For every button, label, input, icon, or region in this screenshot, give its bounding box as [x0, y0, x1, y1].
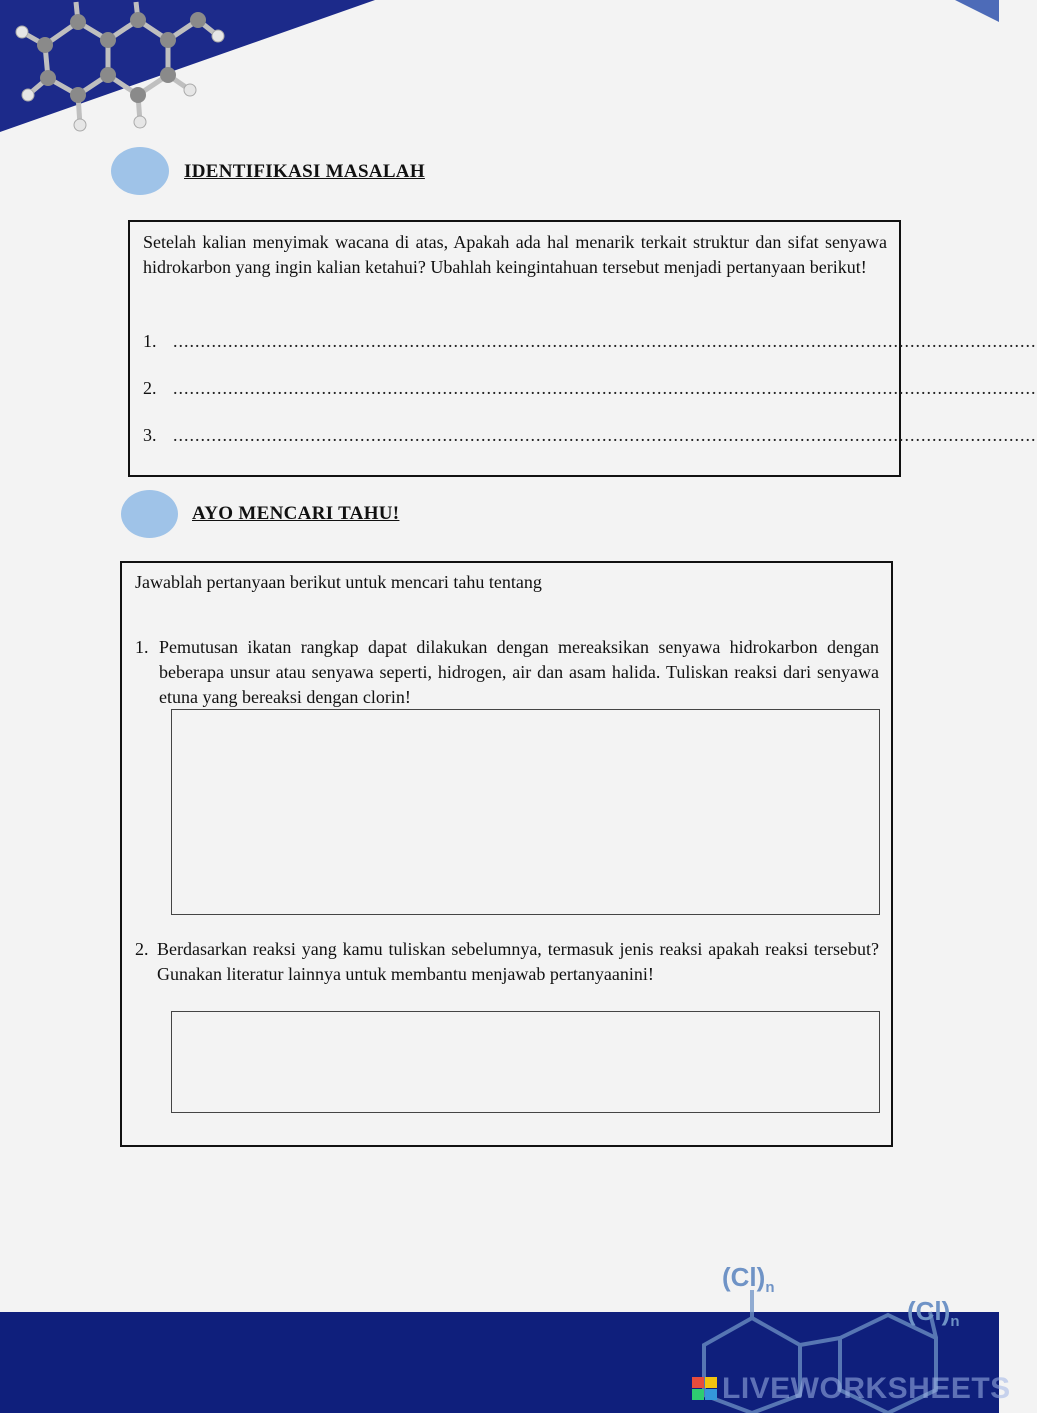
identifikasi-box: [128, 220, 1037, 477]
question-number: 2.: [143, 378, 157, 398]
answer-box-1[interactable]: [171, 709, 880, 915]
liveworksheets-watermark: LIVEWORKSHEETS: [722, 1372, 1011, 1405]
task-text: Pemutusan ikatan rangkap dapat dilakukan dengan mereaksikan senyawa hidrokarbon dengan beberapa unsur atau senyawa seperti, hidrogen, air dan asam halida. Tuliskan reaksi dari senyawa etuna yang bereaksi dengan clorin!: [159, 637, 879, 707]
question-number: 3.: [143, 425, 157, 445]
corner-band-shape: [955, 0, 999, 22]
answer-box-2[interactable]: [171, 1011, 880, 1113]
header-band-shape: [0, 0, 375, 132]
identifikasi-intro: Setelah kalian menyimak wacana di atas, Apakah ada hal menarik terkait struktur dan sifat senyawa hidrokarbon yang ingin kalian ketahui? Ubahlah keingintahuan tersebut menjadi pertanyaan berikut!: [143, 232, 887, 277]
section-bullet-circle: [121, 490, 178, 538]
section-heading-ayo-mencari-tahu: AYO MENCARI TAHU!: [192, 503, 400, 524]
section-bullet-circle: [111, 147, 169, 195]
chloride-formula-1: $(Cl)_n$: [722, 1262, 775, 1297]
task-text-1: [159, 635, 879, 710]
question-line-3[interactable]: [143, 425, 1037, 446]
mencari-tahu-intro: Jawablah pertanyaan berikut untuk mencari tahu tentang: [135, 572, 542, 592]
task-text: Berdasarkan reaksi yang kamu tuliskan sebelumnya, termasuk jenis reaksi apakah reaksi tersebut? Gunakan literatur lainnya untuk membantu menjawab pertanyaanini!: [157, 939, 879, 984]
question-line-1[interactable]: [143, 331, 1037, 352]
ayo-mencari-tahu-box: [120, 561, 893, 1147]
task-text-2: [157, 937, 879, 987]
question-answer-dots[interactable]: .............................................................................................................................................................: [173, 331, 1037, 351]
task-number: 2.: [135, 939, 149, 959]
question-line-2[interactable]: [143, 378, 1037, 399]
question-answer-dots[interactable]: .............................................................................................................................................................: [173, 378, 1037, 398]
question-number: 1.: [143, 331, 157, 351]
task-number: 1.: [135, 637, 149, 657]
question-answer-dots[interactable]: .............................................................................................................................................................: [173, 425, 1037, 445]
section-heading-identifikasi: IDENTIFIKASI MASALAH: [184, 161, 425, 182]
header-decoration: [0, 0, 999, 140]
liveworksheets-logo-icon: [692, 1377, 718, 1401]
chloride-formula-2: $(Cl)_n$: [907, 1296, 960, 1331]
